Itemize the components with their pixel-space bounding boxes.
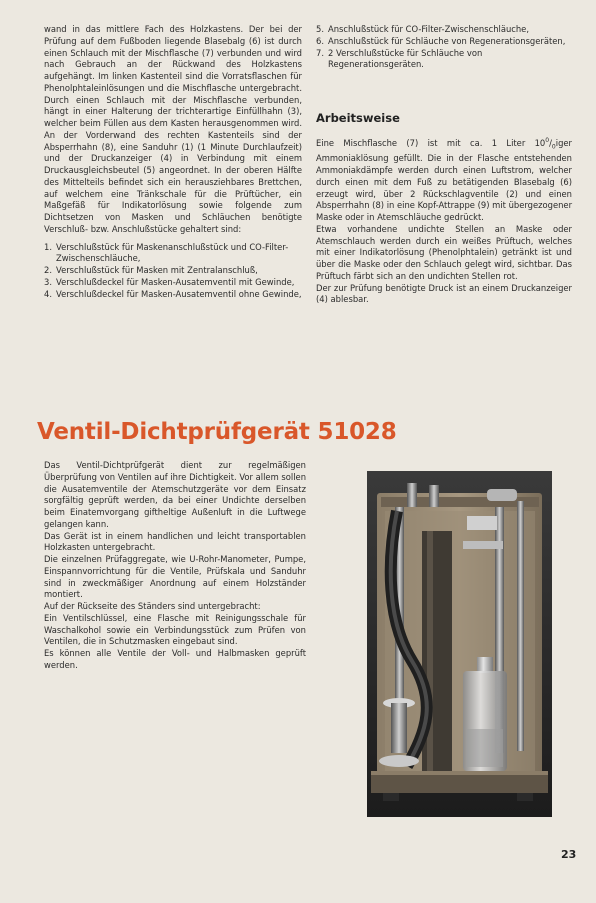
left-text-column: [44, 24, 302, 300]
list-item: 4. Verschlußdeckel für Masken-Ausatemventil ohne Gewinde,: [44, 288, 302, 299]
list-item: 3. Verschlußdeckel für Masken-Ausatemventil mit Gewinde,: [44, 276, 295, 287]
arbeitsweise-paragraph-3: Der zur Prüfung benötigte Druck ist an einem Druckanzeiger (4) ablesbar.: [316, 282, 572, 305]
product-description: [44, 460, 306, 672]
product-title: Ventil-Dichtprüfgerät 51028: [37, 419, 397, 445]
description-paragraph: Es können alle Ventile der Voll- und Halbmasken geprüft werden.: [44, 648, 306, 670]
list-item: 7. 2 Verschlußstücke für Schläuche von Regenerationsgeräten.: [316, 47, 483, 70]
description-paragraph: Ein Ventilschlüssel, eine Flasche mit Reinigungsschale für Waschalkohol sowie ein Verbindungsstück zum Prüfen von Ventilen, die in Schutzmasken eingebaut sind.: [44, 612, 306, 647]
page-number: 23: [561, 848, 577, 861]
list-item: 1. Verschlußstück für Maskenanschlußstück und CO-Filter-Zwischenschläuche,: [44, 241, 289, 264]
fitting-list-right: [316, 24, 571, 71]
device-photo: [367, 471, 552, 817]
list-item: 5. Anschlußstück für CO-Filter-Zwischenschläuche,: [316, 24, 529, 34]
valve-tester-illustration: [367, 471, 552, 817]
section-heading-arbeitsweise: Arbeitsweise: [316, 111, 400, 125]
arbeitsweise-paragraph-2: Etwa vorhandene undichte Stellen an Maske oder Atemschlauch werden durch ein weißes Prüftuch, welches mit einer Indikatorlösung (Phenolphtalein) getränkt ist und über die Maske oder den Schlauch gelegt wird, sichtbar. Das Prüftuch färbt sich an den undichten Stellen rot.: [316, 223, 572, 281]
description-paragraph: Auf der Rückseite des Ständers sind untergebracht:: [44, 601, 261, 611]
list-item: 6. Anschlußstück für Schläuche von Regenerationsgeräten,: [316, 35, 566, 46]
intro-paragraph: wand in das mittlere Fach des Holzkastens. Der bei der Prüfung auf dem Fußboden liegende Blasebalg (6) ist durch einen Schlauch mit der Mischflasche (7) verbunden und wird nach Gebrauch an der Rückwand des Holzkastens aufgehängt. Im linken Kastenteil sind die Vorratsflaschen für Phenolphtaleinlösungen und die Mischflasche untergebracht. Durch einen Schlauch mit der Mischflasche verbunden, hängt in einer Halterung der trichterartige Einfüllhahn (3), welcher beim Füllen aus dem Kasten herausgenommen wird. An der Vorderwand des rechten Kastenteils sind der Absperrhahn (8), eine Sanduhr (1) (1 Minute Durchlaufzeit) und der Druckanzeiger (4) in Verbindung mit einem Druckausgleichsbeutel (5) angeordnet. In der oberen Hälfte des Mittelteils befindet sich ein herausziehbares Brettchen, auf welchem eine Tränkschale für die Prüftücher, ein Maßgefäß für Indikatorlösung sowie folgende zum Dichtsetzen von Masken und Schläuchen benötigte Verschluß- bzw. Anschlußstücke gehaltert sind:: [44, 24, 302, 234]
arbeitsweise-paragraph-1: Eine Mischflasche (7) ist mit ca. 1 Liter $10^0/_0iger$ Ammoniaklösung gefüllt. Die in der Flasche entstehenden Ammoniakdämpfe werden durch einen Luftstrom, welcher durch einen mit dem Fuß zu betätigenden Blasebalg (6) erzeugt wird, über 2 Rückschlagventile (2) und einen Absperrhahn (8) in eine Kopf-Attrappe (9) mit übergezogener Maske oder in Atemschläuche gedrückt.: [316, 137, 573, 223]
description-paragraph: Das Ventil-Dichtprüfgerät dient zur regelmäßigen Überprüfung von Ventilen auf ihre Dichtigkeit. Vor allem sollen die Ausatemventile der Atemschutzgeräte vor dem Einsatz sorgfältig geprüft werden, da bei einer Undichte derselben beim Einatemvorgang giftheltige Außenluft in die Luftwege gelangen kann.: [44, 460, 306, 529]
right-text-column: [316, 24, 571, 71]
description-paragraph: Die einzelnen Prüfaggregate, wie U-Rohr-Manometer, Pumpe, Einspannvorrichtung für die Ventile, Prüfskala und Sanduhr sind in zweckmäßiger Anordnung auf einem Holzständer montiert.: [44, 554, 306, 600]
description-paragraph: Das Gerät ist in einem handlichen und leicht transportablen Holzkasten untergebracht.: [44, 530, 306, 553]
list-item: 2. Verschlußstück für Masken mit Zentralanschluß,: [44, 265, 258, 275]
fitting-list-left: [44, 242, 302, 301]
arbeitsweise-body: [316, 138, 572, 306]
